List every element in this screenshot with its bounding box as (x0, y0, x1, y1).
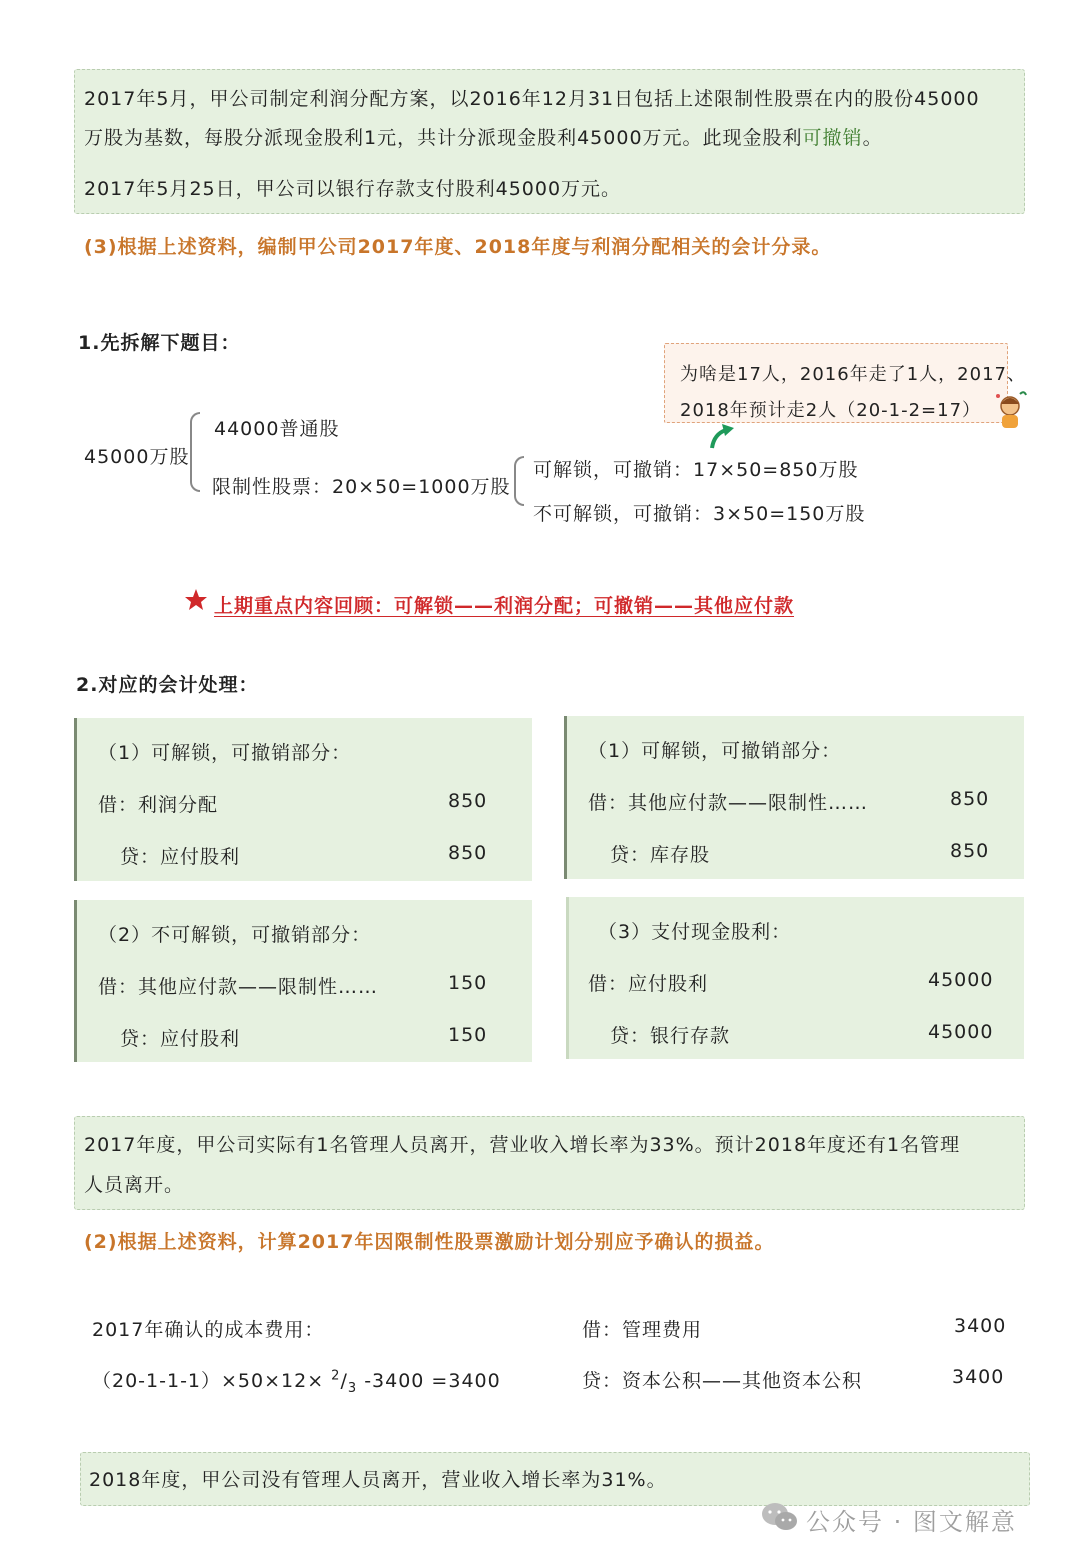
problem-box-2 (74, 1116, 1025, 1210)
box1-line3: 2017年5月25日，甲公司以银行存款支付股利45000万元。 (84, 178, 622, 200)
review-note: 上期重点内容回顾：可解锁——利润分配；可撤销——其他应付款 (214, 595, 795, 617)
nonunlockable-label: 不可解锁，可撤销： (533, 503, 714, 525)
calc-credit-amount: 3400 (952, 1366, 1005, 1388)
thinking-person-icon (992, 386, 1032, 430)
entry-3-credit: 贷：应付股利 (120, 1028, 241, 1050)
box1-line2 (84, 129, 883, 148)
box1-line2-text: 万股为基数，每股分派现金股利1元，共计分派现金股利45000万元。此现金股利 (84, 127, 803, 149)
entry-4-credit: 贷：银行存款 (610, 1025, 731, 1047)
box3-line1: 2018年度，甲公司没有管理人员离开，营业收入增长率为31%。 (89, 1469, 667, 1491)
box1-highlight-revocable: 可撤销 (802, 127, 863, 149)
callout-line-1: 为啥是17人，2016年走了1人，2017、 (680, 364, 1026, 385)
box2-line1: 2017年度，甲公司实际有1名管理人员离开，营业收入增长率为33%。预计2018年度还有1名管理 (84, 1134, 961, 1156)
calc-credit: 贷：资本公积——其他资本公积 (582, 1370, 863, 1392)
formula-part-a: （20-1-1-1）×50×12× (92, 1370, 325, 1392)
question-3: (3)根据上述资料，编制甲公司2017年度、2018年度与利润分配相关的会计分录。 (84, 236, 832, 258)
entry-3-debit: 借：其他应付款——限制性…… (98, 976, 379, 998)
unlockable-value: 17×50=850万股 (693, 459, 859, 481)
calc-debit: 借：管理费用 (582, 1319, 703, 1341)
calc-label: 2017年确认的成本费用： (92, 1319, 325, 1341)
entry-1-debit: 借：利润分配 (98, 794, 219, 816)
entry-2-debit-amount: 850 (950, 788, 990, 810)
section-2-heading: 2.对应的会计处理： (76, 674, 259, 696)
unlockable-row (533, 455, 858, 482)
entry-4-title: （3）支付现金股利： (598, 921, 792, 943)
unlockable-label: 可解锁，可撤销： (533, 459, 694, 481)
entry-1-credit-amount: 850 (448, 842, 488, 864)
section-1-heading: 1.先拆解下题目： (78, 332, 241, 354)
entry-2-credit: 贷：库存股 (610, 844, 711, 866)
watermark-text: 公众号 · 图文解意 (806, 1508, 1017, 1536)
callout-line-2: 2018年预计走2人（20-1-2=17） (680, 400, 982, 421)
entry-2-credit-amount: 850 (950, 840, 990, 862)
entry-2-debit: 借：其他应付款——限制性…… (588, 792, 869, 814)
entry-1-credit: 贷：应付股利 (120, 846, 241, 868)
entry-3-credit-amount: 150 (448, 1024, 488, 1046)
calc-debit-amount: 3400 (954, 1315, 1007, 1337)
entry-3-debit-amount: 150 (448, 972, 488, 994)
wechat-icon (760, 1500, 800, 1534)
box1-line1: 2017年5月，甲公司制定利润分配方案，以2016年12月31日包括上述限制性股票在内的股份45000 (84, 88, 980, 110)
total-shares: 45000万股 (84, 446, 190, 468)
brace-2 (514, 456, 524, 506)
ordinary-shares: 44000普通股 (214, 418, 340, 440)
entry-1-debit-amount: 850 (448, 790, 488, 812)
entry-1-title: （1）可解锁，可撤销部分： (98, 742, 352, 764)
entry-2-title: （1）可解锁，可撤销部分： (588, 740, 842, 762)
entry-4-debit-amount: 45000 (928, 969, 994, 991)
question-2: (2)根据上述资料，计算2017年因限制性股票激励计划分别应予确认的损益。 (84, 1231, 775, 1253)
entry-4-credit-amount: 45000 (928, 1021, 994, 1043)
fraction-numerator: 2 (331, 1368, 341, 1384)
arrow-up-icon (708, 422, 738, 450)
entry-4-debit: 借：应付股利 (588, 973, 709, 995)
calc-formula: $(20-1-1-1)\times 50\times 12\times ^2/_3$ -3400 =3400 (92, 1368, 501, 1396)
fraction-denominator: 3 (347, 1380, 358, 1396)
entry-3-title: （2）不可解锁，可撤销部分： (98, 924, 372, 946)
star-icon (184, 588, 208, 612)
box2-line2: 人员离开。 (84, 1174, 185, 1196)
box1-line2-end: 。 (862, 127, 883, 149)
brace-1 (190, 412, 200, 492)
restricted-shares: 限制性股票：20×50=1000万股 (212, 476, 511, 498)
nonunlockable-row (533, 499, 865, 526)
nonunlockable-value: 3×50=150万股 (713, 503, 866, 525)
formula-part-b: -3400 =3400 (364, 1370, 501, 1392)
